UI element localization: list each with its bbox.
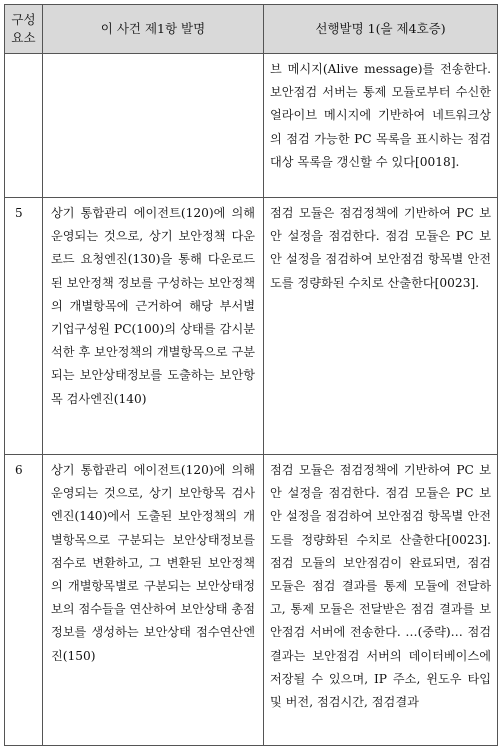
header-component: 구성 요소: [5, 5, 43, 54]
row-index: 6: [5, 455, 43, 746]
prior-art-cell: [264, 198, 498, 455]
table-row: [5, 198, 498, 455]
table-row: [5, 54, 498, 198]
header-claim: 이 사건 제1항 발명: [43, 5, 264, 54]
prior-art-text: 점검 모듈은 점검정책에 기반하여 PC 보안 설정을 점검한다. 점검 모듈은 PC 보안 설정을 점검하여 보안점검 항목별 안전도를 정량화된 수치로 산출한다[0023]. 점검 모듈의 보안점검이 완료되면, 점검 모듈은 점검 결과를 통제 모듈에 전달하고, 통제 모듈은 전달받은 점검 결과를 보안점검 서버에 전송한다. …(중략)… 점검 결과는 보안점검 서버의 데이터베이스에 저장될 수 있으며, IP 주소, 윈도우 타입 및 버전, 점검시간, 점검결과: [270, 463, 491, 710]
prior-art-text: 브 메시지(Alive message)를 전송한다. 보안점검 서버는 통제 모듈로부터 수신한 얼라이브 메시지에 기반하여 네트워크상의 점검 가능한 PC 목록을 표시하는 점검 대상 목록을 갱신할 수 있다[0018].: [270, 62, 491, 169]
claim-text: 상기 통합관리 에이전트(120)에 의해 운영되는 것으로, 상기 보안항목 검사엔진(140)에서 도출된 보안정책의 개별항목으로 구분되는 보안상태정보를 점수로 변환하고, 그 변환된 보안정책의 개별항목별로 구분되는 보안상태정보의 점수들을 연산하여 보안상태 총점정보를 생성하는 보안상태 점수연산엔진(150): [51, 463, 255, 663]
row-index: 5: [5, 198, 43, 455]
header-prior-art: 선행발명 1(을 제4호증): [264, 5, 498, 54]
prior-art-text: 점검 모듈은 점검정책에 기반하여 PC 보안 설정을 점검한다. 점검 모듈은 PC 보안 설정을 점검하여 보안점검 항목별 안전도를 정량화된 수치로 산출한다[0023].: [270, 206, 491, 290]
table-header: [5, 5, 498, 54]
claim-cell: [43, 455, 264, 746]
comparison-table: [4, 4, 498, 746]
claim-cell: [43, 54, 264, 198]
row-index: [5, 54, 43, 198]
claim-text: 상기 통합관리 에이전트(120)에 의해 운영되는 것으로, 상기 보안정책 다운로드 요청엔진(130)을 통해 다운로드된 보안정책 정보를 구성하는 보안정책의 개별항목에 근거하여 해당 부서별 기업구성원 PC(100)의 상태를 감시분석한 후 보안정책의 개별항목으로 구분되는 보안상태정보를 도출하는 보안항목 검사엔진(140): [51, 206, 255, 406]
table-row: [5, 455, 498, 746]
prior-art-cell: [264, 54, 498, 198]
claim-text: [43, 54, 263, 58]
prior-art-cell: [264, 455, 498, 746]
claim-cell: [43, 198, 264, 455]
